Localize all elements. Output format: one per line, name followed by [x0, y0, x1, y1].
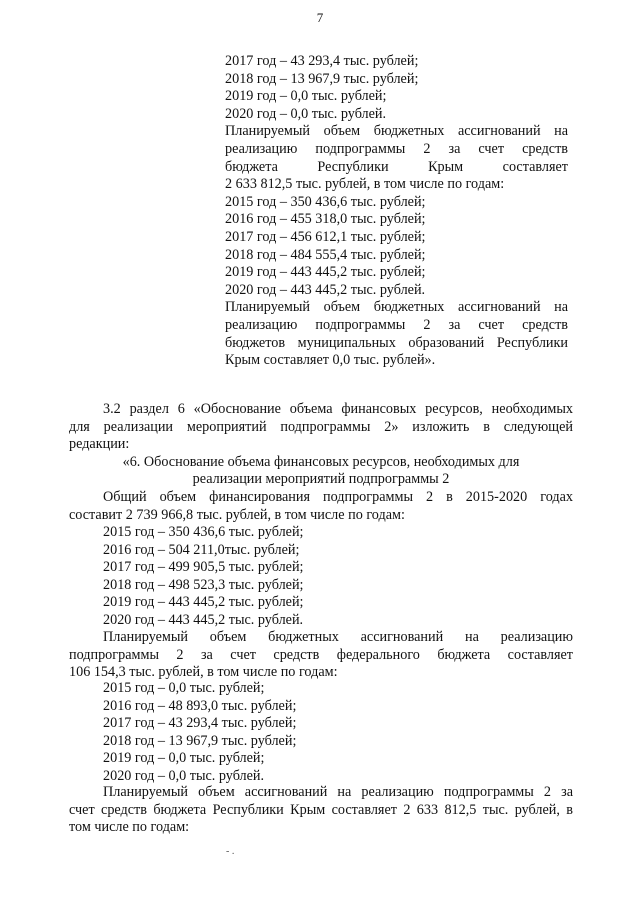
crimea-year-line: 2018 год – 484 555,4 тыс. рублей; [225, 246, 426, 263]
crimea-year-line: 2019 год – 443 445,2 тыс. рублей; [225, 264, 426, 281]
total-year-line: 2020 год – 443 445,2 тыс. рублей. [103, 611, 304, 628]
federal-year-line: 2018 год – 13 967,9 тыс. рублей; [103, 732, 297, 749]
total-year-line: 2019 год – 443 445,2 тыс. рублей; [103, 594, 304, 611]
federal-paragraph-line: 106 154,3 тыс. рублей, в том числе по годам: [69, 664, 338, 681]
page-number: 7 [316, 10, 324, 25]
federal-year-line: 2016 год – 48 893,0 тыс. рублей; [103, 697, 297, 714]
section-title-line: «6. Обоснование объема финансовых ресурсов, необходимых для [122, 453, 520, 470]
total-year-line: 2018 год – 498 523,3 тыс. рублей; [103, 576, 304, 593]
top-continuation-block [225, 53, 568, 370]
crimea-year-line: 2017 год – 456 612,1 тыс. рублей; [225, 228, 426, 245]
total-year-line: 2016 год – 504 211,0тыс. рублей; [103, 541, 300, 558]
amendment-line: редакции: [69, 436, 130, 453]
crimea-paragraph-2-line: том числе по годам: [69, 819, 190, 836]
crimea-year-line: 2016 год – 455 318,0 тыс. рублей; [225, 211, 426, 228]
federal-year-line: 2017 год – 43 293,4 тыс. рублей; [103, 715, 297, 732]
section-body [69, 401, 573, 524]
federal-year-line: 2018 год – 13 967,9 тыс. рублей; [225, 70, 419, 87]
footer-mark: - . [226, 846, 235, 857]
municipal-paragraph-line: бюджетов муниципальных образований Республики [225, 334, 568, 351]
crimea-paragraph-2-line: Планируемый объем ассигнований на реализацию подпрограммы 2 за [103, 784, 573, 800]
federal-year-line: 2017 год – 43 293,4 тыс. рублей; [225, 53, 419, 69]
crimea-year-line: 2015 год – 350 436,6 тыс. рублей; [225, 193, 426, 210]
municipal-paragraph-line: Крым составляет 0,0 тыс. рублей». [225, 352, 436, 369]
federal-year-line: 2015 год – 0,0 тыс. рублей; [103, 680, 265, 696]
amendment-line: 3.2 раздел 6 «Обоснование объема финансовых ресурсов, необходимых [103, 401, 573, 417]
total-paragraph-line: Общий объем финансирования подпрограммы 2 в 2015-2020 годах [103, 488, 573, 505]
total-year-line: 2015 год – 350 436,6 тыс. рублей; [103, 524, 304, 540]
crimea-paragraph-line: Планируемый объем бюджетных ассигнований на [225, 123, 568, 140]
federal-paragraph [69, 629, 573, 682]
crimea-paragraph-2 [69, 784, 573, 837]
municipal-paragraph-line: Планируемый объем бюджетных ассигнований на [225, 299, 568, 316]
federal-paragraph-line: подпрограммы 2 за счет средств федерального бюджета составляет [69, 646, 573, 663]
crimea-paragraph-line: бюджета Республики Крым составляет [225, 158, 568, 175]
total-paragraph-line: составит 2 739 966,8 тыс. рублей, в том числе по годам: [69, 506, 405, 523]
federal-years-list [103, 680, 296, 786]
total-years-list [103, 524, 304, 630]
federal-year-line: 2019 год – 0,0 тыс. рублей; [225, 88, 387, 105]
federal-year-line: 2020 год – 0,0 тыс. рублей. [225, 105, 387, 122]
municipal-paragraph-line: реализацию подпрограммы 2 за счет средств [225, 316, 568, 333]
section-title-line: реализации мероприятий подпрограммы 2 [192, 471, 450, 488]
total-year-line: 2017 год – 499 905,5 тыс. рублей; [103, 559, 304, 576]
federal-paragraph-line: Планируемый объем бюджетных ассигнований на реализацию [103, 629, 573, 645]
crimea-year-line: 2020 год – 443 445,2 тыс. рублей. [225, 281, 426, 298]
crimea-paragraph-2-line: счет средств бюджета Республики Крым составляет 2 633 812,5 тыс. рублей, в [69, 801, 573, 818]
federal-year-line: 2020 год – 0,0 тыс. рублей. [103, 767, 265, 784]
crimea-paragraph-line: 2 633 812,5 тыс. рублей, в том числе по годам: [225, 176, 505, 193]
federal-year-line: 2019 год – 0,0 тыс. рублей; [103, 750, 265, 767]
amendment-line: для реализации мероприятий подпрограммы 2» изложить в следующей [69, 418, 573, 435]
crimea-paragraph-line: реализацию подпрограммы 2 за счет средств [225, 140, 568, 157]
